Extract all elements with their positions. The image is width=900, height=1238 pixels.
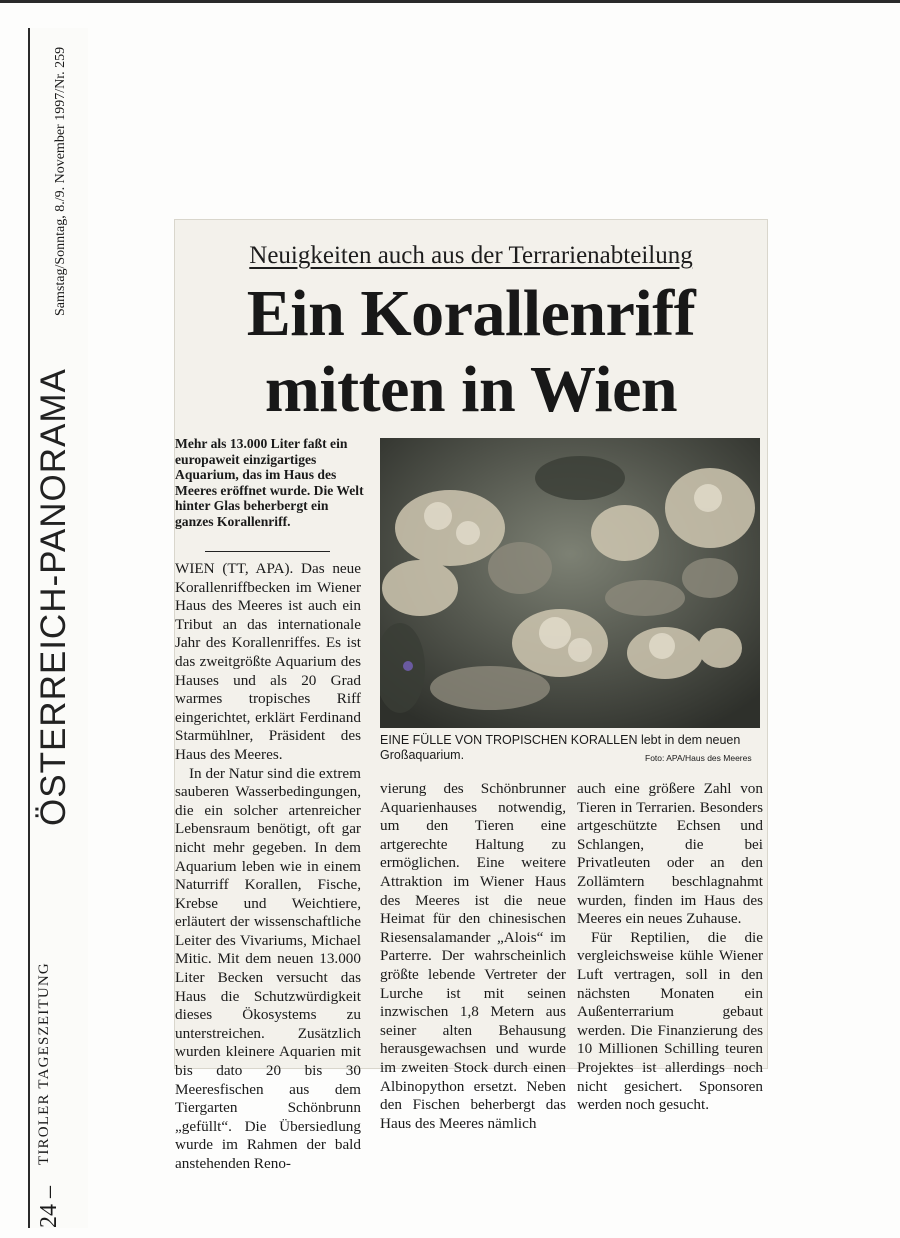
section-title: ÖSTERREICH-PANORAMA	[34, 368, 73, 826]
newspaper-clipping	[175, 220, 767, 1172]
article-column	[577, 780, 763, 1115]
issue-date: Samstag/Sonntag, 8./9. November 1997/Nr. 259	[53, 46, 68, 316]
headline	[175, 276, 767, 428]
top-border	[0, 0, 900, 3]
coral-reef-photo	[380, 438, 760, 728]
photo-credit: Foto: APA/Haus des Meeres	[645, 753, 752, 763]
newspaper-name: TIROLER TAGESZEITUNG	[36, 962, 52, 1165]
article-column	[380, 780, 566, 1133]
headline-line: Ein Korallenriff	[246, 277, 696, 350]
paragraph: vierung des Schönbrunner Aquarienhauses notwendig, um den Tieren eine artgerechte Haltung zu ermöglichen. Eine weitere Attraktion im Wiener Haus des Meeres ist die neue Heimat für den chinesischen Riesensalamander „Alois“ im Parterre. Der wahrscheinlich größte lebende Vertreter der Lurche ist mit seinen inzwischen 1,8 Metern aus seiner alten Behausung herausgewachsen und wurde im zweiten Stock durch einen Albinopython ersetzt. Neben den Fischen beherbergt das Haus des Meeres nämlich	[380, 780, 566, 1132]
paragraph: auch eine größere Zahl von Tieren in Terrarien. Besonders artgeschützte Echsen und Schlangen, die bei Privatleuten oder an den Zollämtern beschlagnahmt wurden, finden im Haus des Meeres ein neues Zuhause.	[577, 780, 763, 928]
article-column	[175, 560, 361, 1174]
page-number: 24 –	[36, 1186, 62, 1228]
lead-paragraph: Mehr als 13.000 Liter faßt ein europaweit einzigartiges Aquarium, das im Haus des Meeres eröffnet wurde. Die Welt hinter Glas beherbergt ein ganzes Korallenriff.	[175, 436, 364, 529]
paragraph: Für Reptilien, die die vergleichsweise kühle Wiener Luft vertragen, soll in den nächsten Monaten ein Außenterrarium gebaut werden. Die Finanzierung des 10 Millionen Schilling teuren Projektes ist allerdings noch nicht gesichert. Sponsoren werden noch gesucht.	[577, 928, 763, 1114]
paragraph: In der Natur sind die extrem sauberen Wasserbedingungen, die ein solcher artenreicher Lebensraum benötigt, oft gar nicht mehr gegeben. In dem Aquarium leben wie in einem Naturriff Korallen, Fische, Krebse und Weichtiere, erläutert der wissenschaftliche Leiter des Vivariums, Michael Mitic. Mit dem neuen 13.000 Liter Becken versucht das Haus die Schutzwürdigkeit dieses Ökosystems zu unterstreichen. Zusätzlich wurden kleinere Aquarien mit bis dato 20 bis 30 Meeresfischen aus dem Tiergarten Schönbrunn „gefüllt“. Die Übersiedlung wurde im Rahmen der bald anstehenden Reno-	[175, 764, 361, 1172]
headline-line: mitten in Wien	[264, 353, 678, 426]
coral-reef-image	[380, 438, 760, 728]
photo-caption: EINE FÜLLE VON TROPISCHEN KORALLEN lebt in dem neuen Großaquarium.	[380, 733, 741, 762]
divider	[205, 551, 330, 552]
kicker: Neuigkeiten auch aus der Terrarienabteilung	[249, 242, 693, 269]
paragraph: WIEN (TT, APA). Das neue Korallenriffbecken im Wiener Haus des Meeres ist auch ein Tribut an das internationale Jahr des Korallenriffes. Es ist das zweitgrößte Aquarium des Hauses und als 20 Grad warmes tropisches Riff eingerichtet, erklärt Ferdinand Starmühlner, Präsident des Haus des Meeres.	[175, 560, 361, 763]
